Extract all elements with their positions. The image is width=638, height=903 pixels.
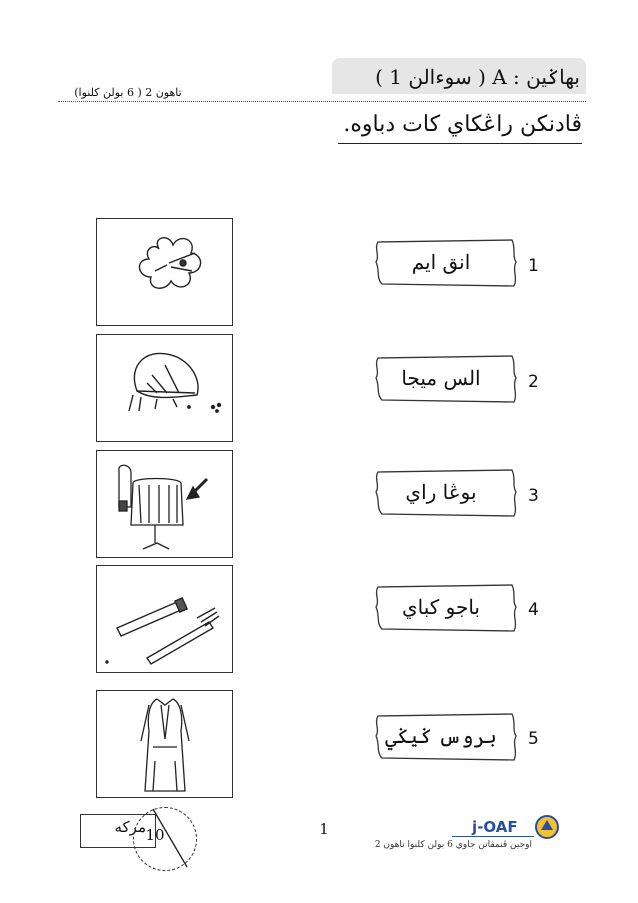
word-label-5 (372, 712, 520, 762)
header-subtitle: تاهون 2 ( 6 بولن كلنوا) (74, 86, 182, 99)
leaf-picture (96, 334, 233, 442)
item-number: 5 (528, 729, 539, 749)
hibiscus-icon (97, 219, 232, 325)
emblem-icon (534, 814, 560, 840)
item-number: 3 (528, 486, 539, 506)
item-number: 4 (528, 600, 539, 620)
toothbrush-icon (97, 566, 232, 672)
score-label: مركه (114, 818, 146, 836)
kebaya-icon (97, 691, 232, 797)
word-text: باجو كباي (401, 595, 481, 619)
word-text: الس ميجا (401, 366, 481, 390)
dotted-divider (58, 101, 586, 102)
page-number: 1 (319, 820, 329, 838)
word-label-2 (372, 354, 520, 404)
flower-picture (96, 218, 233, 326)
leaf-icon (97, 335, 232, 441)
word-text: انق ايم (411, 250, 471, 274)
word-label-1 (372, 238, 520, 288)
kebaya-picture (96, 690, 233, 798)
footer-line (452, 836, 534, 837)
word-text: بوڠا راي (405, 480, 477, 504)
footer-caption: اوجين ڤنمڤاتن جاوي 6 بولن كلنوا تاهون 2 (374, 840, 532, 850)
item-number: 1 (528, 256, 539, 276)
instruction-text: ڤادنكن راڠكاي كات دباوه. (343, 112, 582, 137)
word-label-3 (372, 468, 520, 518)
word-label-4 (372, 583, 520, 633)
word-text: بروس ݢيݢي (385, 724, 497, 748)
brand-logo: j-OAF (472, 818, 518, 836)
instruction-underline (338, 143, 582, 144)
item-number: 2 (528, 372, 539, 392)
score-total: 10 (145, 826, 165, 844)
section-title: بهاݢين : A ( سوءالن 1 ) (375, 65, 580, 89)
tablecloth-picture (96, 450, 233, 558)
table-icon (97, 451, 232, 557)
toothbrush-picture (96, 565, 233, 673)
